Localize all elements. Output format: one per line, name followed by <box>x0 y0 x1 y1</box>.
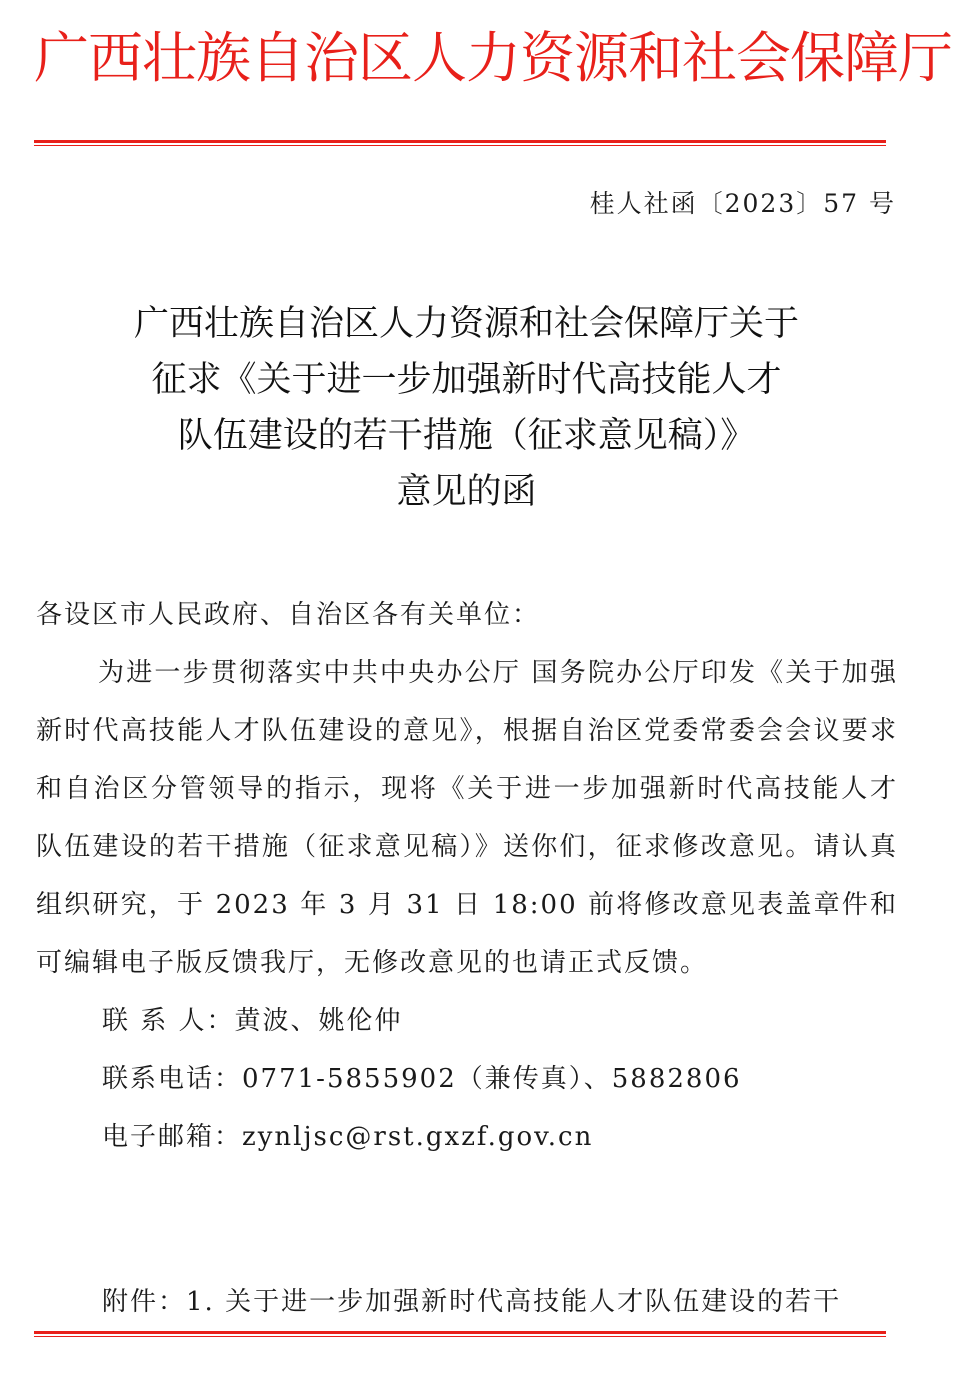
footer-red-rule <box>34 1331 886 1337</box>
masthead-red-rule <box>34 140 886 146</box>
masthead-title: 广西壮族自治区人力资源和社会保障厅 <box>34 26 953 90</box>
document-title <box>20 296 913 520</box>
title-line: 意见的函 <box>396 472 537 512</box>
attachment-line: 附件：1. 关于进一步加强新时代高技能人才队伍建设的若干 <box>102 1287 842 1317</box>
body-paragraph: 为进一步贯彻落实中共中央办公厅 国务院办公厅印发《关于加强新时代高技能人才队伍建设的意见》，根据自治区党委常委会会议要求和自治区分管领导的指示，现将《关于进一步加强新时代高技能人才队伍建设的若干措施（征求意见稿）》送你们，征求修改意见。请认真组织研究，于 2023 年 3 月 31 日 18:00 前将修改意见表盖章件和可编辑电子版反馈我厅，无修改意见的也请正式反馈。 <box>36 658 898 978</box>
title-line: 广西壮族自治区人力资源和社会保障厅关于 <box>133 304 799 344</box>
title-line: 征求《关于进一步加强新时代高技能人才 <box>151 360 782 400</box>
contact-person: 联 系 人：黄波、姚伦仲 <box>102 1006 403 1036</box>
document-body <box>36 586 898 1166</box>
title-line: 队伍建设的若干措施（征求意见稿）》 <box>177 416 756 456</box>
document-number: 桂人社函〔2023〕57 号 <box>589 189 896 218</box>
contact-email: 电子邮箱：zynljsc@rst.gxzf.gov.cn <box>102 1122 594 1152</box>
contact-phone: 联系电话：0771-5855902（兼传真）、5882806 <box>102 1064 742 1094</box>
addressee: 各设区市人民政府、自治区各有关单位： <box>36 600 541 630</box>
